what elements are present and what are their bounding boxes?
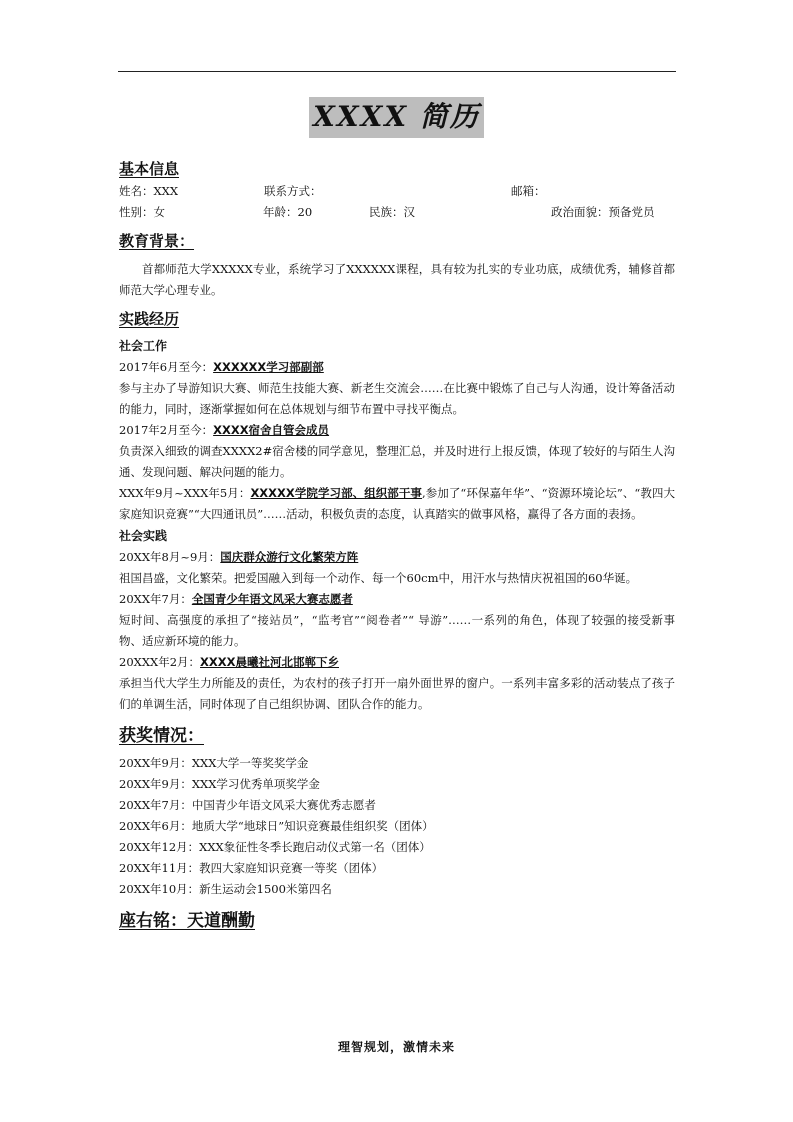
politics-field: 政治面貌：预备党员	[551, 205, 655, 219]
item-text: 短时间、高强度的承担了“接站员”，“监考官”“阅卷者”“ 导游”……一系列的角色，体现了较强的接受新事物、适应新环境的能力。	[119, 613, 675, 648]
list-item	[119, 547, 675, 589]
item-role: XXXXXX学习部副部	[213, 360, 324, 374]
item-text: 祖国昌盛，文化繁荣。把爱国融入到每一个动作、每一个60cm中，用汗水与热情庆祝祖国的60华诞。	[119, 571, 638, 585]
list-item	[119, 589, 675, 652]
item-role: XXXX晨曦社河北邯郸下乡	[200, 655, 339, 669]
practice-heading: 实践经历	[119, 310, 180, 328]
item-date: 2017年2月至今：	[119, 423, 214, 437]
award-item: 20XX年12月：XXX象征性冬季长跑启动仪式第一名（团体）	[119, 840, 431, 854]
section-motto	[119, 906, 675, 936]
list-item	[119, 652, 675, 715]
resume-content	[119, 157, 675, 936]
item-text: 负责深入细致的调查XXXX2#宿舍楼的同学意见，整理汇总，并及时进行上报反馈，体现了较好的与陌生人沟通、发现问题、解决问题的能力。	[119, 444, 675, 479]
item-date: 20XXX年2月：	[119, 655, 201, 669]
gender-field: 性别：女	[119, 205, 165, 219]
item-date: XXX年9月~XXX年5月：	[119, 486, 251, 500]
award-item: 20XX年10月：新生运动会1500米第四名	[119, 882, 332, 896]
item-date: 20XX年8月~9月：	[119, 550, 221, 564]
section-awards	[119, 721, 675, 900]
award-item: 20XX年9月：XXX学习优秀单项奖学金	[119, 777, 320, 791]
list-item	[119, 420, 675, 483]
award-item: 20XX年9月：XXX大学一等奖奖学金	[119, 756, 309, 770]
motto-heading: 座右铭：天道酬勤	[119, 911, 255, 931]
social-work-heading: 社会工作	[119, 339, 168, 353]
awards-heading: 获奖情况：	[119, 726, 204, 746]
top-rule	[118, 71, 676, 72]
list-item	[119, 357, 675, 420]
email-field: 邮箱：	[511, 184, 546, 198]
contact-field: 联系方式：	[264, 184, 322, 198]
section-education	[119, 229, 675, 301]
basic-row-1	[119, 181, 675, 202]
item-text: 承担当代大学生力所能及的责任，为农村的孩子打开一扇外面世界的窗户。一系列丰富多彩的活动装点了孩子们的单调生活，同时体现了自己组织协调、团队合作的能力。	[119, 676, 675, 711]
item-date: 20XX年7月：	[119, 592, 192, 606]
basic-info-heading: 基本信息	[119, 160, 180, 178]
name-field: 姓名：XXX	[119, 184, 179, 198]
award-item: 20XX年6月：地质大学“地球日”知识竞赛最佳组织奖（团体）	[119, 819, 434, 833]
item-text: ,参加了“环保嘉年华”、“资源环境论坛”、“教四大家庭知识竞赛”“大四通讯员”……活动，积极负责的态度，认真踏实的做事风格，赢得了各方面的表扬。	[119, 486, 675, 521]
resume-title: XXXX 简历	[309, 97, 484, 138]
title-wrap	[0, 97, 793, 138]
education-text: 首都师范大学XXXXX专业，系统学习了XXXXXX课程，具有较为扎实的专业功底，成绩优秀，辅修首都师范大学心理专业。	[119, 262, 675, 297]
social-practice-heading: 社会实践	[119, 529, 168, 543]
item-text: 参与主办了导游知识大赛、师范生技能大赛、新老生交流会……在比赛中锻炼了自己与人沟通，设计筹备活动的能力，同时，逐渐掌握如何在总体规划与细节布置中寻找平衡点。	[119, 381, 675, 416]
award-item: 20XX年7月：中国青少年语文风采大赛优秀志愿者	[119, 798, 376, 812]
ethnicity-field: 民族：汉	[369, 205, 415, 219]
age-field: 年龄：20	[263, 205, 313, 219]
item-date: 2017年6月至今：	[119, 360, 214, 374]
section-practice	[119, 307, 675, 715]
education-heading: 教育背景：	[119, 232, 195, 250]
item-role: XXXX宿舍自管会成员	[213, 423, 330, 437]
list-item	[119, 483, 675, 525]
item-role: 全国青少年语文风采大赛志愿者	[191, 592, 353, 606]
section-basic-info	[119, 157, 675, 223]
item-role: 国庆群众游行文化繁荣方阵	[220, 550, 359, 564]
item-role: XXXXX学院学习部、组织部干事	[250, 486, 422, 500]
award-item: 20XX年11月：教四大家庭知识竞赛一等奖（团体）	[119, 861, 384, 875]
basic-row-2	[119, 202, 675, 223]
footer-slogan: 理智规划，激情未来	[337, 1040, 455, 1054]
